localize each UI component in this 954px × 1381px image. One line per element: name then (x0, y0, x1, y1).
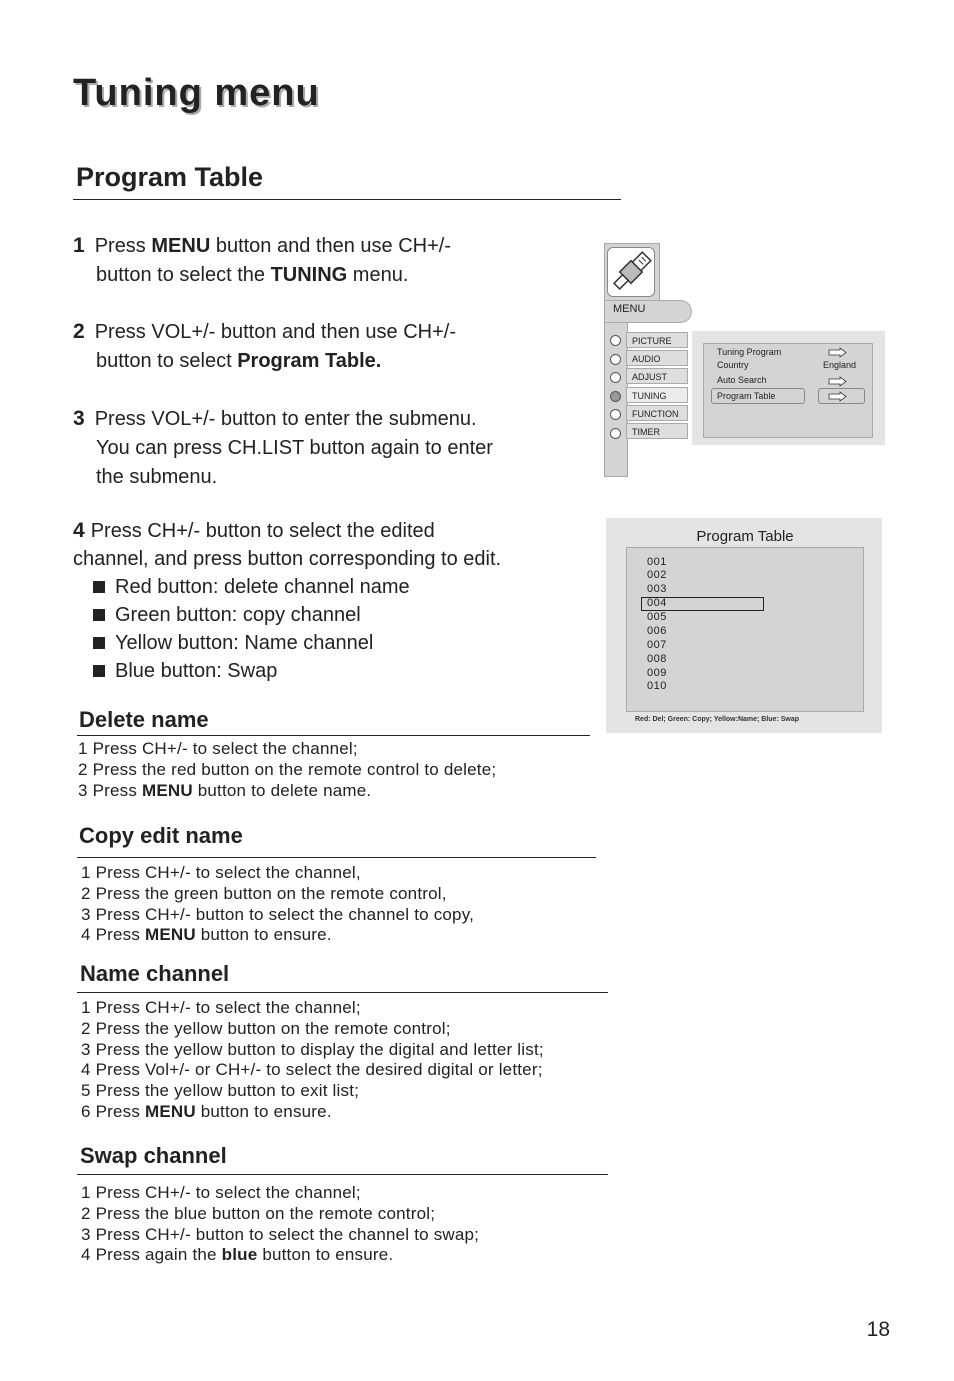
radio-icon-selected (610, 391, 621, 402)
step-3: 3 Press VOL+/- button to enter the submenu. You can press CH.LIST button again to enter the submenu. (73, 407, 493, 488)
menu-label: MENU (613, 303, 646, 315)
name-channel-steps: 1 Press CH+/- to select the channel; 2 Press the yellow button on the remote control; 3 Press the yellow button to display the digital and letter list; 4 Press Vol+/- or CH+/- to select the desired digital or letter; 5 Press the yellow button to exit list; 6 Press MENU button to ensure. (81, 998, 544, 1121)
delete-name-divider (77, 735, 590, 736)
swap-channel-divider (77, 1174, 608, 1175)
submenu-auto-search[interactable]: Auto Search (717, 375, 767, 385)
name-channel-heading: Name channel (80, 961, 230, 986)
table-row[interactable]: 001 (647, 556, 667, 568)
submenu-country[interactable]: Country (717, 360, 749, 370)
arrow-right-icon[interactable] (828, 391, 848, 402)
menu-item-tuning[interactable]: TUNING (626, 387, 688, 403)
radio-icon (610, 409, 621, 420)
menu-item-adjust[interactable]: ADJUST (626, 368, 688, 384)
program-table-title: Program Table (696, 528, 794, 545)
submenu-program-table[interactable]: Program Table (717, 391, 776, 401)
copy-edit-name-heading: Copy edit name (79, 823, 243, 848)
section-title: Program Table (76, 162, 264, 192)
connector-icon (608, 248, 654, 296)
step-2: 2 Press VOL+/- button and then use CH+/- button to select Program Table. (73, 320, 456, 372)
delete-name-steps: 1 Press CH+/- to select the channel; 2 Press the red button on the remote control to delete; 3 Press MENU button to delete name. (78, 739, 497, 800)
swap-channel-steps: 1 Press CH+/- to select the channel; 2 Press the blue button on the remote control; 3 Press CH+/- button to select the channel to swap; 4 Press again the blue button to ensure. (81, 1183, 480, 1265)
table-row[interactable]: 002 (647, 569, 667, 581)
menu-item-picture[interactable]: PICTURE (626, 332, 688, 348)
radio-icon (610, 335, 621, 346)
table-row[interactable]: 003 (647, 583, 667, 595)
square-bullet-icon (93, 581, 105, 593)
step-4: 4 Press CH+/- button to select the edited channel, and press button corresponding to edit. (73, 519, 502, 570)
submenu-country-value: England (823, 360, 857, 370)
submenu-tuning-program[interactable]: Tuning Program (717, 347, 782, 357)
menu-item-timer[interactable]: TIMER (626, 423, 688, 439)
square-bullet-icon (93, 637, 105, 649)
square-bullet-icon (93, 609, 105, 621)
bullet-list (93, 573, 410, 685)
table-row[interactable]: 008 (647, 653, 667, 665)
menu-icon-box (607, 247, 655, 297)
section-divider (73, 199, 621, 200)
list-item: Red button: delete channel name (93, 573, 410, 601)
copy-edit-name-divider (77, 857, 596, 858)
page-title: Tuning menu (73, 72, 320, 114)
table-row[interactable]: 010 (647, 680, 667, 692)
table-row[interactable]: 006 (647, 625, 667, 637)
square-bullet-icon (93, 665, 105, 677)
step-1: 1 Press MENU button and then use CH+/- button to select the TUNING menu. (73, 234, 451, 286)
table-row[interactable]: 005 (647, 611, 667, 623)
swap-channel-heading: Swap channel (80, 1143, 227, 1168)
delete-name-heading: Delete name (79, 707, 209, 732)
arrow-right-icon[interactable] (828, 376, 848, 387)
copy-edit-name-steps: 1 Press CH+/- to select the channel, 2 Press the green button on the remote control, 3 Press CH+/- button to select the channel to copy, 4 Press MENU button to ensure. (81, 863, 475, 945)
arrow-right-icon[interactable] (828, 347, 848, 358)
radio-icon (610, 354, 621, 365)
list-item: Green button: copy channel (93, 601, 410, 629)
list-item: Yellow button: Name channel (93, 629, 410, 657)
menu-item-audio[interactable]: AUDIO (626, 350, 688, 366)
name-channel-divider (77, 992, 608, 993)
page-number: 18 (866, 1318, 890, 1341)
table-row[interactable]: 009 (647, 667, 667, 679)
program-table-legend: Red: Del; Green: Copy; Yellow:Name; Blue: Swap (635, 716, 800, 723)
table-row-selected[interactable]: 004 (647, 597, 667, 609)
table-row[interactable]: 007 (647, 639, 667, 651)
menu-item-function[interactable]: FUNCTION (626, 405, 688, 421)
list-item: Blue button: Swap (93, 657, 410, 685)
radio-icon (610, 428, 621, 439)
radio-icon (610, 372, 621, 383)
